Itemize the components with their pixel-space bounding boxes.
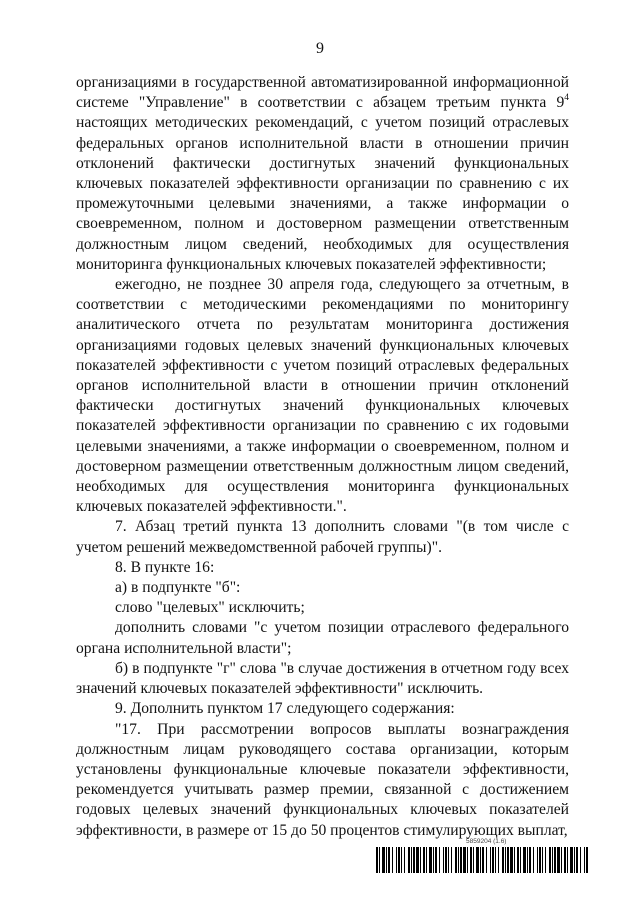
paragraph-10: "17. При рассмотрении вопросов выплаты вознаграждения должностным лицам руководящего состава организации, которым установлены функциональные ключевые показатели эффективности, рекомендуется учитывать размер премии, связанной с достижением годовых целевых значений функциональных ключевых показателей эффективности, в размере от 15 до 50 процентов стимулирующих выплат, xyxy=(76,720,569,839)
document-body xyxy=(76,73,569,841)
paragraph-3: 7. Абзац третий пункта 13 дополнить словами "(в том числе с учетом решений межведомственной рабочей группы)". xyxy=(76,518,569,556)
barcode-icon xyxy=(376,847,588,873)
paragraph-5: а) в подпункте "б": xyxy=(115,579,241,597)
paragraph-4: 8. В пункте 16: xyxy=(115,558,215,576)
document-code: 5859204 (1.6) xyxy=(466,838,507,845)
paragraph-7: дополнить словами "с учетом позиции отраслевого федерального органа исполнительной власти"; xyxy=(76,619,569,657)
paragraph-text: организациями в государственной автоматизированной информационной системе "Управление" в соответствии с абзацем третьим пункта 9 xyxy=(76,74,569,112)
paragraph-2: ежегодно, не позднее 30 апреля года, следующего за отчетным, в соответствии с методическими рекомендациями по мониторингу аналитического отчета по результатам мониторинга достижения организациями годовых целевых значений функциональных ключевых показателей эффективности с учетом позиций отраслевых федеральных органов исполнительной власти в отношении причин отклонений фактически достигнутых значений функциональных ключевых показателей эффективности организации по сравнению с их годовыми целевыми значениями, а также информации о своевременном, полном и достоверном размещении ответственным должностным лицом сведений, необходимых для осуществления мониторинга функциональных ключевых показателей эффективности.". xyxy=(76,276,569,516)
paragraph-6: слово "целевых" исключить; xyxy=(115,599,305,617)
paragraph-text-continued: настоящих методических рекомендаций, с учетом позиций отраслевых федеральных органов исполнительной власти в отношении причин отклонений фактически достигнутых значений функциональных ключевых показателей эффективности организации по сравнению с их промежуточными целевыми значениями, а также информации о своевременном, полном и достоверном размещении ответственным должностным лицом сведений, необходимых для осуществления мониторинга функциональных ключевых показателей эффективности; xyxy=(76,114,569,273)
paragraph-1 xyxy=(76,73,569,275)
paragraph-8: б) в подпункте "г" слова "в случае достижения в отчетном году всех значений ключевых показателей эффективности" исключить. xyxy=(76,659,569,698)
page-number: 9 xyxy=(316,40,324,57)
footnote-superscript: 4 xyxy=(564,93,569,104)
paragraph-9: 9. Дополнить пунктом 17 следующего содержания: xyxy=(115,700,455,718)
